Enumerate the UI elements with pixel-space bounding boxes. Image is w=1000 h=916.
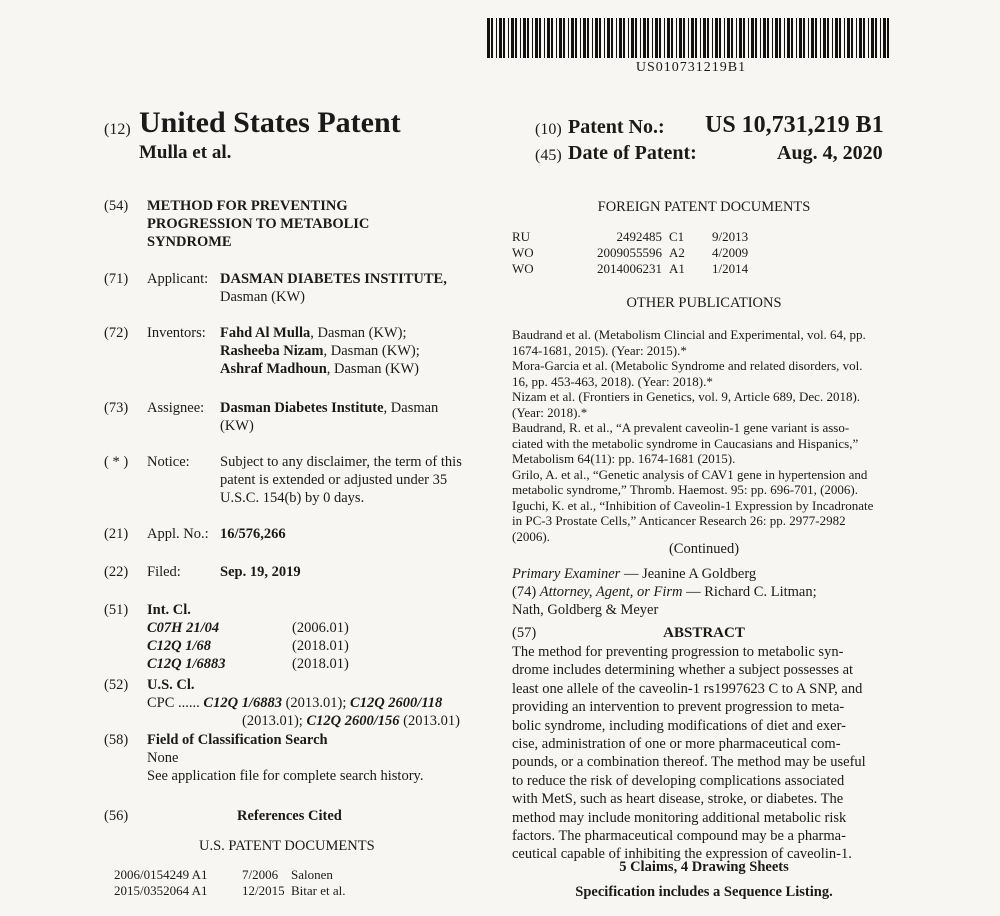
- int-cl-row: [147, 619, 504, 637]
- cpc-line-1: [147, 694, 504, 712]
- appl-label: Appl. No.:: [147, 526, 209, 542]
- code-12: (12): [104, 121, 131, 138]
- publication-line: metabolic syndrome,” Thromb. Haemost. 95: pp. 696-701, (2006).: [512, 482, 859, 497]
- foreign-kind: A1: [669, 261, 685, 276]
- attorney-dash: —: [682, 584, 705, 600]
- barcode-bar: [679, 18, 682, 58]
- inventors-label: Inventors:: [147, 325, 206, 341]
- barcode-bar: [791, 18, 793, 58]
- barcode-bar: [703, 18, 706, 58]
- barcode-bar: [523, 18, 526, 58]
- barcode-bar: [811, 18, 814, 58]
- int-cl-version: (2006.01): [292, 620, 349, 636]
- barcode-bar: [539, 18, 541, 58]
- title-line: METHOD FOR PREVENTING: [147, 198, 348, 214]
- abstract-body: [512, 643, 896, 864]
- inventor-entry: [220, 360, 504, 378]
- abstract-heading: [512, 624, 896, 642]
- references-label: References Cited: [237, 808, 342, 824]
- int-cl-label: Int. Cl.: [147, 602, 191, 618]
- barcode-bar: [775, 18, 778, 58]
- abstract-title: ABSTRACT: [663, 625, 745, 641]
- title-line: SYNDROME: [147, 234, 232, 250]
- barcode-bar: [496, 18, 497, 58]
- barcode-bar: [820, 18, 821, 58]
- barcode-bar: [667, 18, 670, 58]
- title-section: [104, 197, 504, 251]
- foreign-docs-title: FOREIGN PATENT DOCUMENTS: [597, 199, 811, 215]
- barcode-bar: [779, 18, 781, 58]
- claims-count: 5 Claims, 4 Drawing Sheets: [619, 859, 789, 875]
- assignee-country: (KW): [220, 418, 254, 434]
- publication-line: 1674-1681, 2015). (Year: 2015).*: [512, 342, 687, 358]
- barcode-bar: [640, 18, 641, 58]
- us-patent-docs-label: U.S. PATENT DOCUMENTS: [199, 838, 375, 854]
- barcode-bar: [623, 18, 625, 58]
- int-cl-class: C12Q 1/68: [147, 638, 212, 654]
- ref-date: 12/2015: [242, 883, 285, 898]
- code-58: (58): [104, 732, 129, 748]
- barcode-bar: [715, 18, 718, 58]
- barcode-bar: [808, 18, 809, 58]
- us-cl-section: [104, 676, 504, 730]
- ref-name: Bitar et al.: [291, 883, 346, 898]
- barcode-bar: [731, 18, 733, 58]
- barcode-bar: [547, 18, 550, 58]
- barcode-bar: [755, 18, 757, 58]
- foreign-date: 1/2014: [712, 261, 749, 276]
- barcode-bar: [695, 18, 697, 58]
- notice-line: patent is extended or adjusted under 35: [220, 472, 448, 488]
- foreign-kind: C1: [669, 229, 685, 244]
- abstract-line: method may include monitoring additional metabolic risk: [512, 809, 847, 826]
- barcode-bar: [527, 18, 529, 58]
- barcode-bar: [859, 18, 862, 58]
- barcode-bar: [551, 18, 553, 58]
- barcode-bar: [583, 18, 586, 58]
- applicant-section: [104, 270, 504, 306]
- barcode-bar: [871, 18, 874, 58]
- barcode-graphic: [487, 18, 895, 58]
- publication-line: (2006).: [512, 528, 550, 544]
- barcode-bar: [772, 18, 773, 58]
- publication-line: Metabolism 64(11): pp. 1674-1681 (2015).: [512, 451, 736, 466]
- patent-date: Aug. 4, 2020: [777, 142, 883, 164]
- barcode-bar: [659, 18, 661, 58]
- publication-line: in PC-3 Prostate Cells,” Anticancer Research 26: pp. 2977-2982: [512, 513, 846, 528]
- inventor-location: , Dasman (KW);: [323, 343, 420, 359]
- code-22: (22): [104, 564, 129, 580]
- publication-line: Baudrand, R. et al., “A prevalent caveolin-1 gene variant is asso-: [512, 420, 850, 435]
- barcode-bar: [631, 18, 634, 58]
- other-publications-title: OTHER PUBLICATIONS: [626, 295, 782, 311]
- foreign-number: 2492485: [616, 229, 662, 244]
- barcode-bar: [787, 18, 790, 58]
- field-search-section: [104, 731, 504, 785]
- inventors-section: [104, 324, 504, 378]
- barcode-bar: [683, 18, 685, 58]
- barcode-bar: [508, 18, 509, 58]
- barcode-bar: [832, 18, 833, 58]
- barcode-bar: [712, 18, 713, 58]
- publication-line: 16, pp. 453-463, 2018). (Year: 2018).*: [512, 373, 713, 389]
- barcode-bar: [491, 18, 493, 58]
- code-notice: ( * ): [104, 454, 129, 470]
- barcode-bar: [803, 18, 805, 58]
- cpc-line-2: [242, 712, 504, 730]
- ref-name: Salonen: [291, 867, 333, 882]
- cpc-class: C12Q 2600/156: [306, 713, 400, 729]
- int-cl-version: (2018.01): [292, 638, 349, 654]
- code-56: (56): [104, 808, 129, 824]
- code-51: (51): [104, 602, 129, 618]
- publication-line: Nizam et al. (Frontiers in Genetics, vol. 9, Article 689, Dec. 2018).: [512, 389, 861, 404]
- us-cl-label: U.S. Cl.: [147, 677, 195, 693]
- barcode-bar: [724, 18, 725, 58]
- int-cl-class: C12Q 1/6883: [147, 656, 226, 672]
- notice-line: Subject to any disclaimer, the term of this: [220, 454, 462, 470]
- continued-note: (Continued): [668, 541, 740, 557]
- notice-section: [104, 453, 504, 507]
- barcode-bar: [760, 18, 761, 58]
- table-row: [512, 261, 896, 277]
- barcode-bar: [655, 18, 658, 58]
- barcode-bar: [847, 18, 850, 58]
- ref-date: 7/2006: [242, 867, 279, 882]
- inventor-location: , Dasman (KW);: [310, 325, 407, 341]
- publication-line: Grilo, A. et al., “Genetic analysis of CAV1 gene in hypertension and: [512, 466, 868, 482]
- barcode-bar: [628, 18, 629, 58]
- barcode-bar: [835, 18, 838, 58]
- int-cl-class: C07H 21/04: [147, 620, 220, 636]
- patent-number: US 10,731,219 B1: [705, 112, 884, 138]
- foreign-kind: A2: [669, 245, 685, 260]
- ref-number: 2006/0154249 A1: [114, 867, 208, 882]
- examiner-name: Jeanine A Goldberg: [642, 566, 757, 582]
- other-publications-list: [512, 327, 902, 544]
- barcode-bar: [535, 18, 538, 58]
- abstract-line: least one allele of the caveolin-1 rs1997623 C to A SNP, and: [512, 680, 863, 697]
- table-row: [512, 245, 896, 261]
- barcode-bar: [827, 18, 829, 58]
- abstract-line: The method for preventing progression to metabolic syn-: [512, 644, 844, 660]
- barcode-bar: [887, 18, 889, 58]
- table-row: [512, 229, 896, 245]
- attorney-firm: Nath, Goldberg & Meyer: [512, 602, 659, 618]
- barcode-bar: [647, 18, 649, 58]
- assignee-section: [104, 399, 504, 435]
- barcode-bar: [635, 18, 637, 58]
- ref-number: 2015/0352064 A1: [114, 883, 208, 898]
- foreign-country: RU: [512, 229, 531, 244]
- cpc-version: (2013.01);: [281, 695, 351, 711]
- code-73: (73): [104, 400, 129, 416]
- assignee-location: , Dasman: [383, 400, 439, 416]
- barcode-bar: [604, 18, 605, 58]
- code-57: (57): [512, 625, 537, 641]
- barcode-bar: [487, 18, 490, 58]
- barcode-bar: [568, 18, 569, 58]
- cpc-version: (2013.01);: [242, 713, 307, 729]
- barcode-bar: [592, 18, 593, 58]
- appl-number: 16/576,266: [220, 526, 286, 542]
- barcode-bar: [619, 18, 622, 58]
- attorney: [512, 583, 902, 619]
- foreign-date: 9/2013: [712, 229, 749, 244]
- applicant-label: Applicant:: [147, 271, 209, 287]
- patent-kind-title: United States Patent: [139, 106, 401, 139]
- barcode-bar: [607, 18, 610, 58]
- barcode-bar: [844, 18, 845, 58]
- barcode-bar: [707, 18, 709, 58]
- barcode-bar: [643, 18, 646, 58]
- applicant-location: Dasman (KW): [220, 289, 305, 305]
- notice-line: U.S.C. 154(b) by 0 days.: [220, 490, 365, 506]
- table-row: [104, 867, 504, 883]
- title-line: PROGRESSION TO METABOLIC: [147, 216, 370, 232]
- barcode-bar: [664, 18, 665, 58]
- code-54: (54): [104, 198, 129, 214]
- int-cl-version: (2018.01): [292, 656, 349, 672]
- filed-label: Filed:: [147, 564, 181, 580]
- barcode-bar: [611, 18, 613, 58]
- abstract-line: bolic syndrome, including modifications of diet and exer-: [512, 717, 846, 734]
- barcode-bar: [799, 18, 802, 58]
- barcode-bar: [763, 18, 766, 58]
- publication-line: Iguchi, K. et al., “Inhibition of Caveolin-1 Expression by Incadronate: [512, 497, 874, 513]
- barcode-bar: [544, 18, 545, 58]
- code-10: (10): [535, 121, 562, 138]
- barcode-bar: [784, 18, 785, 58]
- abstract-line: with MetS, such as heart disease, stroke, or diabetes. The: [512, 791, 844, 808]
- barcode-bar: [580, 18, 581, 58]
- publication-line: Baudrand et al. (Metabolism Clincial and Experimental, vol. 64, pp.: [512, 327, 866, 342]
- abstract-line: ceutical capable of inhibiting the expression of caveolin-1.: [512, 846, 852, 863]
- inventor-entry: [220, 324, 504, 342]
- barcode-number: US010731219B1: [635, 60, 747, 75]
- inventor-entry: [220, 342, 504, 360]
- examiner-label: Primary Examiner: [512, 566, 621, 582]
- barcode-bar: [736, 18, 737, 58]
- primary-examiner: [512, 565, 902, 583]
- barcode-bar: [739, 18, 742, 58]
- barcode-bar: [671, 18, 673, 58]
- barcode-bar: [839, 18, 841, 58]
- barcode-bar: [520, 18, 521, 58]
- barcode-bar: [796, 18, 797, 58]
- publication-line: ciated with the metabolic syndrome in Caucasians and Hispanics,”: [512, 435, 859, 451]
- barcode-bar: [748, 18, 749, 58]
- barcode-bar: [823, 18, 826, 58]
- barcode-bar: [599, 18, 601, 58]
- examiner-dash: —: [620, 566, 643, 582]
- foreign-date: 4/2009: [712, 245, 749, 260]
- barcode-bar: [559, 18, 562, 58]
- barcode-bar: [815, 18, 817, 58]
- barcode-bar: [863, 18, 865, 58]
- barcode-bar: [875, 18, 877, 58]
- cpc-class: C12Q 1/6883: [203, 695, 282, 711]
- inventor-name: Ashraf Madhoun: [220, 361, 327, 377]
- attorney-name: Richard C. Litman;: [704, 584, 817, 600]
- code-72: (72): [104, 325, 129, 341]
- inventor-location: , Dasman (KW): [326, 361, 419, 377]
- patent-no-label: Patent No.:: [568, 116, 665, 138]
- publication-line: (Year: 2018).*: [512, 404, 588, 420]
- abstract-line: pounds, or a combination thereof. The method may be useful: [512, 754, 866, 771]
- field-search-note: See application file for complete search history.: [147, 768, 424, 784]
- table-row: [104, 883, 504, 899]
- barcode-bar: [688, 18, 689, 58]
- barcode-bar: [700, 18, 701, 58]
- barcode-bar: [676, 18, 677, 58]
- barcode-bar: [719, 18, 721, 58]
- applicant-name: DASMAN DIABETES INSTITUTE,: [220, 271, 447, 287]
- int-cl-row: [147, 655, 504, 673]
- cpc-version: (2013.01): [399, 713, 460, 729]
- code-52: (52): [104, 677, 129, 693]
- inventor-name: Fahd Al Mulla: [220, 325, 311, 341]
- notice-label: Notice:: [147, 454, 190, 470]
- barcode-bar: [883, 18, 886, 58]
- abstract-line: drome includes determining whether a subject possesses at: [512, 662, 854, 679]
- barcode-bar: [691, 18, 694, 58]
- inventor-short: Mulla et al.: [139, 142, 232, 163]
- abstract-line: cise, administration of one or more pharmaceutical com-: [512, 736, 841, 753]
- cpc-class: C12Q 2600/118: [350, 695, 443, 711]
- publication-line: Mora-Garcia et al. (Metabolic Syndrome and related disorders, vol.: [512, 358, 863, 373]
- code-74: (74): [512, 584, 540, 600]
- int-cl-section: [104, 601, 504, 673]
- barcode-bar: [868, 18, 869, 58]
- attorney-label: Attorney, Agent, or Firm: [539, 584, 683, 600]
- abstract-line: factors. The pharmaceutical compound may be a pharma-: [512, 828, 846, 845]
- sequence-listing-note: Specification includes a Sequence Listing.: [575, 884, 833, 900]
- barcode-bar: [880, 18, 881, 58]
- foreign-country: WO: [512, 261, 534, 276]
- barcode-bar: [515, 18, 517, 58]
- int-cl-row: [147, 637, 504, 655]
- assignee-label: Assignee:: [147, 400, 205, 416]
- barcode-bar: [727, 18, 730, 58]
- barcode-bar: [767, 18, 769, 58]
- us-patent-docs-table: [104, 867, 504, 899]
- barcode-bar: [652, 18, 653, 58]
- barcode-bar: [556, 18, 557, 58]
- foreign-docs-table: [512, 229, 896, 277]
- foreign-number: 2014006231: [597, 261, 662, 276]
- barcode-bar: [575, 18, 577, 58]
- inventor-name: Rasheeba Nizam: [220, 343, 324, 359]
- barcode-bar: [751, 18, 754, 58]
- filed-date: Sep. 19, 2019: [220, 564, 301, 580]
- barcode-bar: [499, 18, 502, 58]
- foreign-number: 2009055596: [597, 245, 662, 260]
- cpc-label: CPC ......: [147, 695, 200, 711]
- date-label: Date of Patent:: [568, 142, 697, 164]
- barcode-bar: [571, 18, 574, 58]
- field-search-label: Field of Classification Search: [147, 732, 328, 748]
- code-45: (45): [535, 147, 562, 164]
- barcode-bar: [511, 18, 514, 58]
- foreign-country: WO: [512, 245, 534, 260]
- barcode-bar: [587, 18, 589, 58]
- field-search-value: None: [147, 750, 179, 766]
- code-71: (71): [104, 271, 129, 287]
- barcode-bar: [856, 18, 857, 58]
- barcode-bar: [595, 18, 598, 58]
- barcode-bar: [532, 18, 533, 58]
- barcode-bar: [503, 18, 505, 58]
- code-21: (21): [104, 526, 129, 542]
- barcode-bar: [743, 18, 745, 58]
- abstract-line: to reduce the risk of developing complications associated: [512, 772, 845, 789]
- barcode-bar: [563, 18, 565, 58]
- barcode-bar: [616, 18, 617, 58]
- assignee-name: Dasman Diabetes Institute: [220, 400, 384, 416]
- abstract-line: providing an intervention to prevent progression to meta-: [512, 699, 845, 716]
- barcode-bar: [851, 18, 853, 58]
